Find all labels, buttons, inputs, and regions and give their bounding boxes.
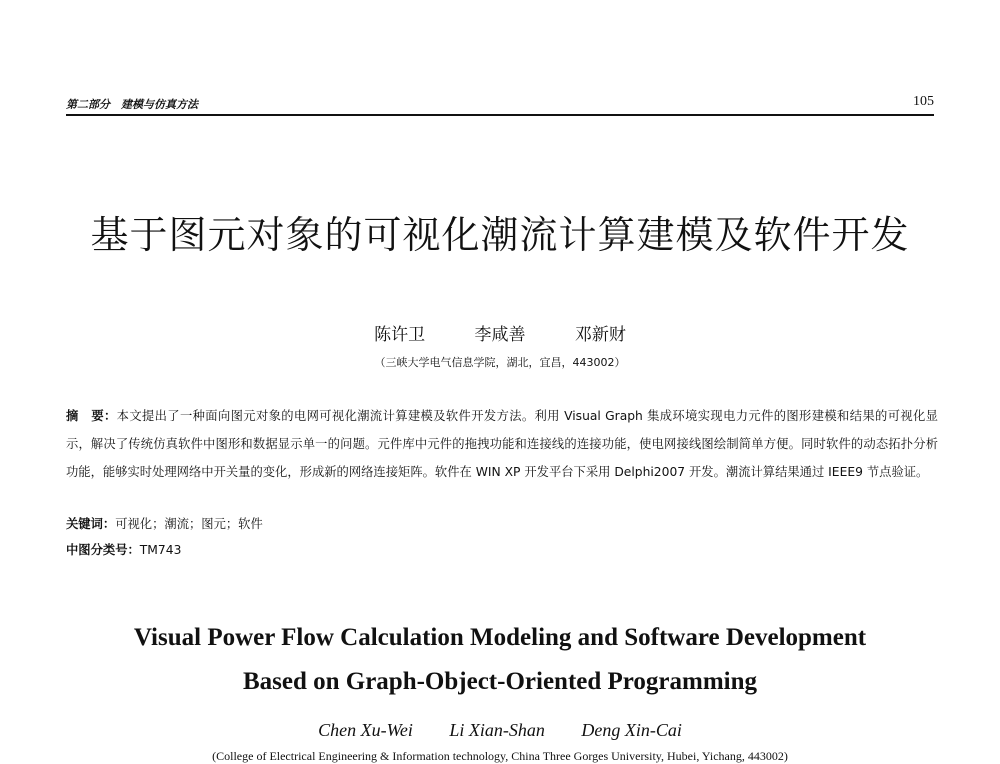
title-english [0, 616, 1000, 704]
running-header [66, 94, 934, 116]
keywords-text: 可视化；潮流；图元；软件 [115, 517, 263, 531]
affiliation-chinese: （三峡大学电气信息学院，湖北，宜昌，443002） [374, 356, 626, 369]
author: Chen Xu-Wei [318, 720, 413, 740]
abstract-label: 摘 要： [66, 409, 117, 423]
authors-english [0, 720, 1000, 741]
section-title: 第二部分 建模与仿真方法 [66, 98, 198, 111]
abstract-text: 本文提出了一种面向图元对象的电网可视化潮流计算建模及软件开发方法。利用 Visual Graph 集成环境实现电力元件的图形建模和结果的可视化显示，解决了传统仿真软件中图形和数据显示单一的问题。元件库中元件的拖拽功能和连接线的连接功能，使电网接线图绘制简单方便。同时软件的动态拓扑分析功能，能够实时处理网络中开关量的变化，形成新的网络连接矩阵。软件在 WIN XP 开发平台下采用 Delphi2007 开发。潮流计算结果通过 IEEE9 节点验证。 [66, 409, 938, 479]
author: 邓新财 [574, 325, 626, 345]
classification-code: TM743 [139, 543, 182, 557]
affiliation-english: (College of Electrical Engineering & Information technology, China Three Gorges University, Hubei, Yichang, 443002) [212, 749, 788, 763]
classification [66, 540, 181, 558]
page-number: 105 [913, 94, 934, 109]
author: Li Xian-Shan [449, 720, 545, 740]
author: 李咸善 [474, 325, 526, 345]
classification-label: 中图分类号： [66, 543, 140, 557]
author: Deng Xin-Cai [581, 720, 682, 740]
author: 陈许卫 [374, 325, 426, 345]
abstract [66, 402, 938, 486]
title-chinese: 基于图元对象的可视化潮流计算建模及软件开发 [90, 213, 910, 257]
title-english-line: Based on Graph-Object-Oriented Programming [242, 668, 758, 695]
authors-chinese [0, 320, 1000, 345]
title-english-line: Visual Power Flow Calculation Modeling and Software Development [133, 624, 867, 651]
keywords [66, 514, 263, 532]
keywords-label: 关键词： [66, 517, 116, 531]
